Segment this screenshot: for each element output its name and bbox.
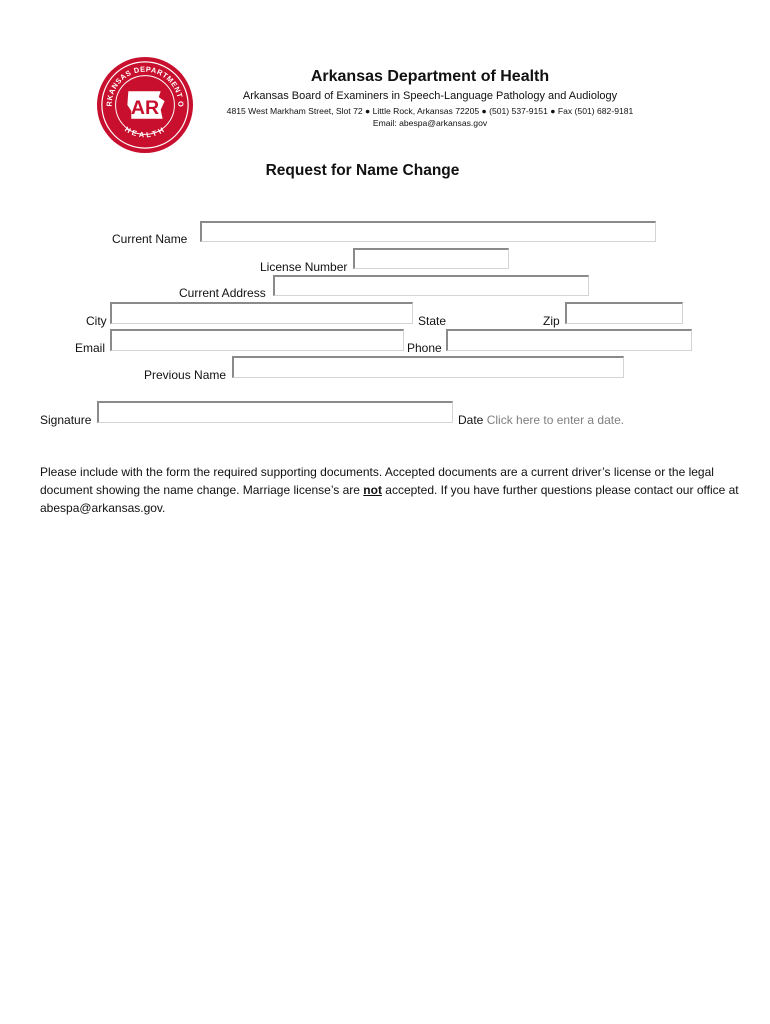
zip-field[interactable] <box>565 302 683 324</box>
seal-monogram: AR <box>130 96 160 119</box>
license-number-field[interactable] <box>353 248 509 269</box>
city-field[interactable] <box>110 302 413 324</box>
email-field[interactable] <box>110 329 404 351</box>
city-label: City <box>86 314 107 328</box>
phone-field[interactable] <box>446 329 692 351</box>
note-emphasis: not <box>363 483 382 497</box>
current-name-label: Current Name <box>112 232 188 246</box>
organization-title: Arkansas Department of Health <box>310 68 550 85</box>
seal-top-text: RKANSAS DEPARTMENT O <box>104 64 186 108</box>
email-label: Email <box>75 341 106 355</box>
current-address-field[interactable] <box>273 275 589 296</box>
zip-label: Zip <box>543 314 560 328</box>
signature-field[interactable] <box>97 401 453 423</box>
department-seal <box>96 56 194 154</box>
state-label: State <box>418 314 447 328</box>
date-picker-field[interactable]: Click here to enter a date. <box>486 413 625 427</box>
date-label: Date <box>458 413 484 427</box>
current-address-label: Current Address <box>179 286 266 300</box>
phone-label: Phone <box>407 341 442 355</box>
form-title: Request for Name Change <box>265 162 460 179</box>
previous-name-label: Previous Name <box>144 368 227 382</box>
seal-bottom-text: HEALTH <box>123 124 167 140</box>
board-name: Arkansas Board of Examiners in Speech-Language Pathology and Audiology <box>242 90 618 102</box>
license-number-label: License Number <box>260 260 348 274</box>
previous-name-field[interactable] <box>232 356 624 378</box>
signature-label: Signature <box>40 413 92 427</box>
current-name-field[interactable] <box>200 221 656 242</box>
instructions-note <box>40 463 740 517</box>
board-address: 4815 West Markham Street, Slot 72 ● Little Rock, Arkansas 72205 ● (501) 537-9151 ● Fax (501) 682-9181 <box>226 106 634 116</box>
note-text-2: accepted. If you have further questions please contact our office at abespa@arkansas.gov. <box>40 483 739 515</box>
board-email: Email: abespa@arkansas.gov <box>372 118 488 128</box>
note-text-1: Please include with the form the required supporting documents. Accepted documents are a current driver’s license or the legal document showing the name change. Marriage license’s are <box>40 465 714 497</box>
